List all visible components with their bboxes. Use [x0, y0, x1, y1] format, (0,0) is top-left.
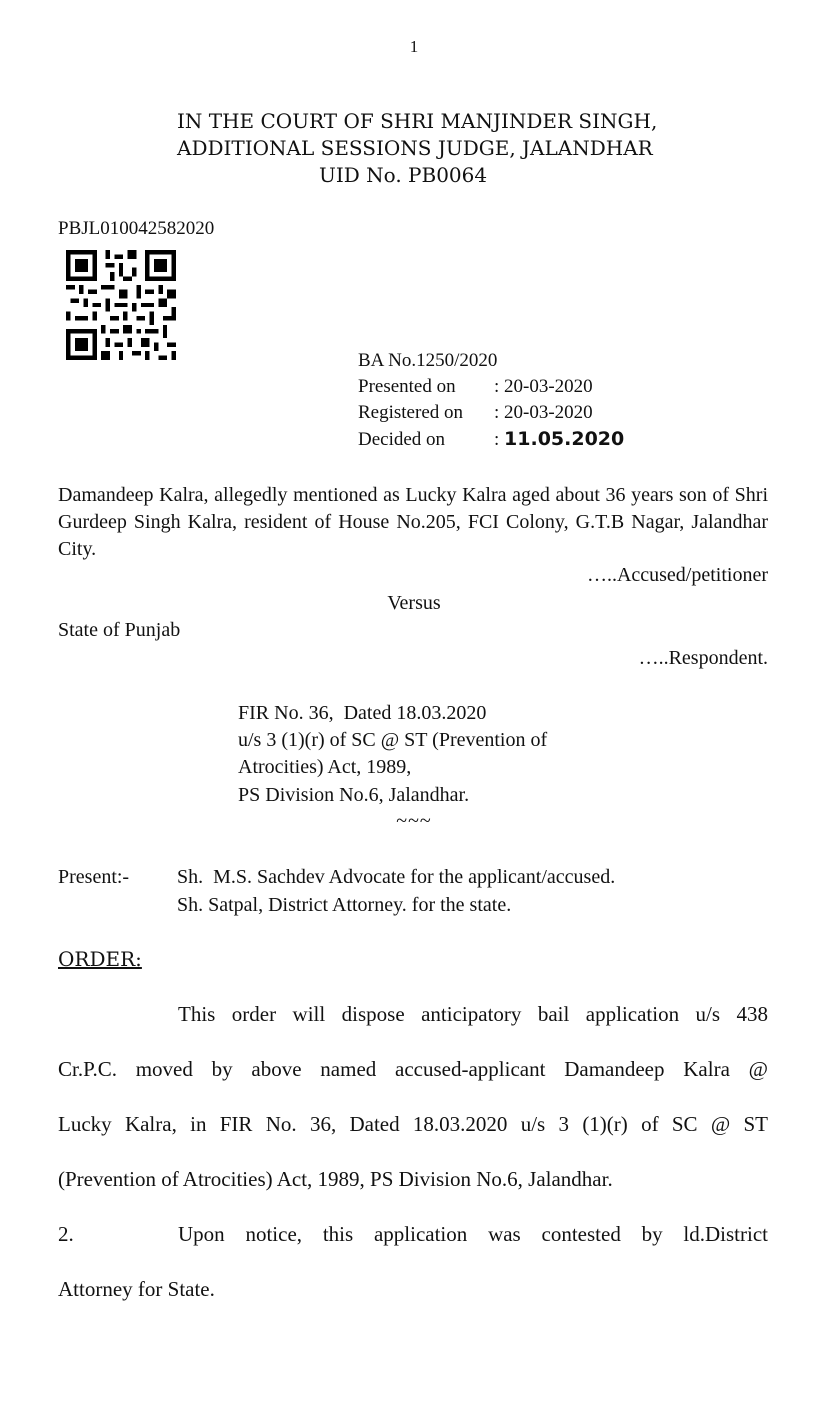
order-para-2-line-2: Attorney for State.: [58, 1277, 215, 1301]
presented-on-label: Presented on: [358, 376, 456, 397]
decided-on-row: [358, 428, 624, 451]
accused-role: …..Accused/petitioner: [586, 564, 768, 586]
court-title-line-1: IN THE COURT OF SHRI MANJINDER SINGH,: [177, 109, 658, 133]
present-counsel-applicant: Sh. M.S. Sachdev Advocate for the applicant/accused.: [177, 866, 616, 888]
registered-on-row: [358, 402, 593, 424]
order-heading: ORDER:: [58, 947, 142, 971]
court-uid: UID No. PB0064: [319, 163, 488, 187]
fir-line-1: FIR No. 36, Dated 18.03.2020: [238, 702, 487, 724]
present-counsel-state: Sh. Satpal, District Attorney. for the state.: [177, 894, 512, 916]
fir-line-3: Atrocities) Act, 1989,: [238, 756, 412, 778]
decided-on-value: 11.05.2020: [504, 428, 625, 450]
ba-number: BA No.1250/2020: [358, 350, 498, 371]
order-para-1-line-3: Lucky Kalra, in FIR No. 36, Dated 18.03.2020 u/s 3 (1)(r) of SC @ ST: [58, 1112, 768, 1136]
qr-code-icon: [66, 250, 176, 360]
fir-line-4: PS Division No.6, Jalandhar.: [238, 784, 470, 806]
order-para-2-line-1: Upon notice, this application was contested by ld.District: [178, 1222, 768, 1246]
order-para-2-number: 2.: [58, 1222, 74, 1246]
registered-on-label: Registered on: [358, 402, 464, 423]
order-para-1-line-1: This order will dispose anticipatory bail application u/s 438: [178, 1002, 768, 1026]
decided-on-label: Decided on: [358, 429, 446, 450]
decided-on-prefix: :: [494, 429, 505, 450]
fir-line-2: u/s 3 (1)(r) of SC @ ST (Prevention of: [238, 729, 548, 751]
registered-on-value: : 20-03-2020: [494, 402, 593, 423]
accused-description: Damandeep Kalra, allegedly mentioned as Lucky Kalra aged about 36 years son of Shri Gurdeep Singh Kalra, resident of House No.205, FCI Colony, G.T.B Nagar, Jalandhar City.: [58, 484, 768, 560]
respondent-name: State of Punjab: [58, 619, 181, 641]
versus: Versus: [387, 592, 441, 614]
page-number: 1: [409, 37, 419, 56]
court-title-line-2: ADDITIONAL SESSIONS JUDGE, JALANDHAR: [177, 136, 653, 160]
presented-on-value: : 20-03-2020: [494, 376, 593, 397]
present-label: Present:-: [58, 866, 130, 888]
respondent-role: …..Respondent.: [638, 647, 768, 669]
presented-on-row: [358, 376, 593, 398]
order-para-1-line-4: (Prevention of Atrocities) Act, 1989, PS Division No.6, Jalandhar.: [58, 1167, 613, 1191]
section-separator: ~~~: [396, 810, 432, 832]
order-para-1-line-2: Cr.P.C. moved by above named accused-applicant Damandeep Kalra @: [58, 1057, 768, 1081]
cnr-number: PBJL010042582020: [58, 218, 215, 239]
order-para-2-line-1-row: [58, 1222, 768, 1247]
